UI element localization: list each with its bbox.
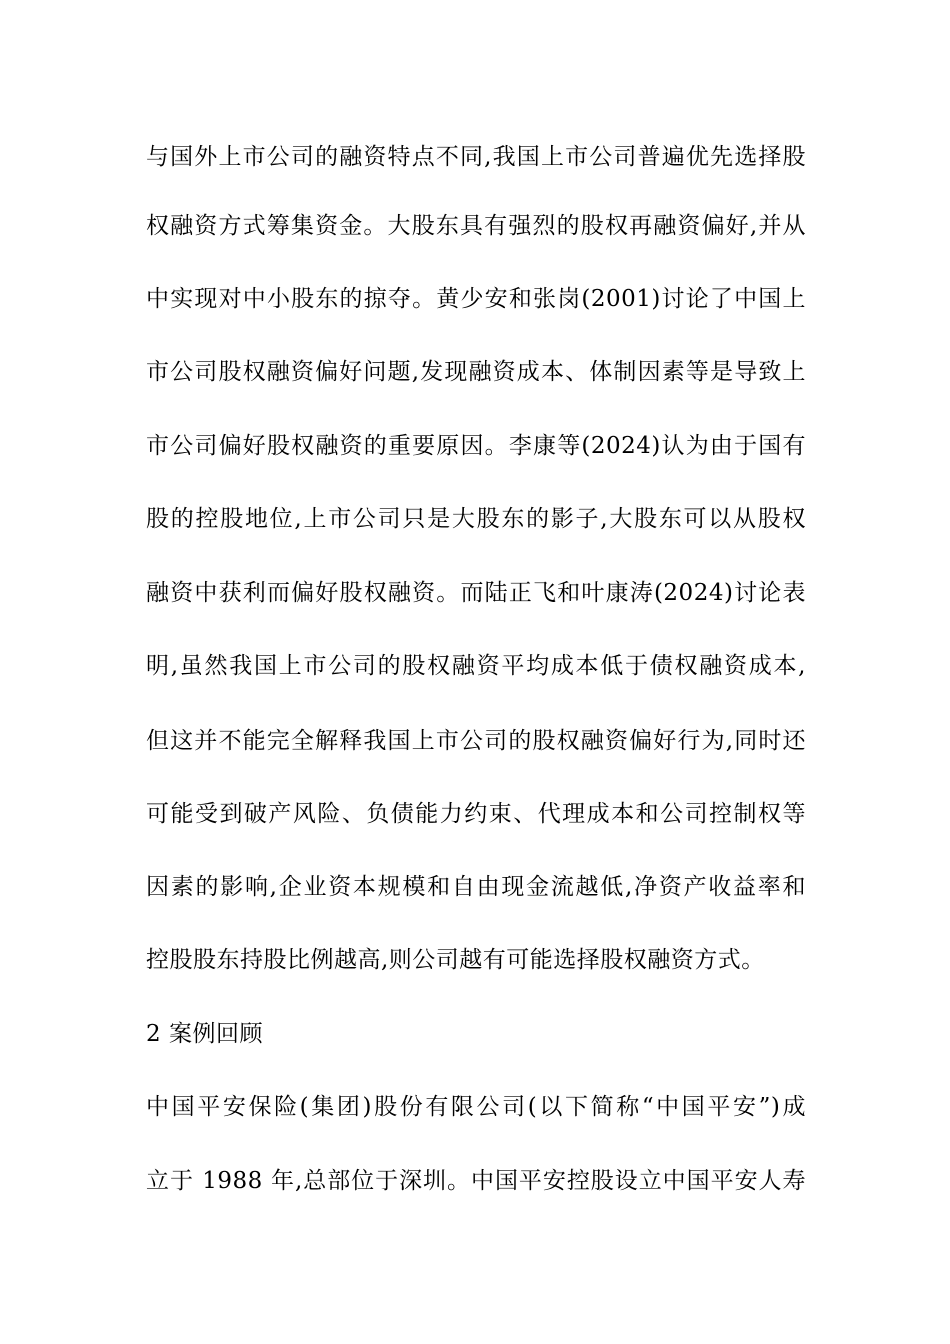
paragraph-line: 因素的影响,企业资本规模和自由现金流越低,净资产收益率和 — [146, 874, 806, 900]
paragraph-line: 明,虽然我国上市公司的股权融资平均成本低于债权融资成本, — [146, 653, 806, 679]
paragraph-line: 与国外上市公司的融资特点不同,我国上市公司普遍优先选择股 — [146, 144, 806, 170]
paragraph-line: 但这并不能完全解释我国上市公司的股权融资偏好行为,同时还 — [146, 728, 806, 754]
paragraph-line: 中国平安保险(集团)股份有限公司(以下简称“中国平安”)成 — [146, 1094, 806, 1120]
paragraph-line: 立于 1988 年,总部位于深圳。中国平安控股设立中国平安人寿 — [146, 1168, 806, 1194]
paragraph-line: 市公司股权融资偏好问题,发现融资成本、体制因素等是导致上 — [146, 359, 806, 385]
paragraph-line: 融资中获利而偏好股权融资。而陆正飞和叶康涛(2024)讨论表 — [146, 580, 806, 606]
paragraph-line: 控股股东持股比例越高,则公司越有可能选择股权融资方式。 — [146, 947, 765, 973]
section-heading: 2 案例回顾 — [146, 1021, 263, 1047]
paragraph-line: 市公司偏好股权融资的重要原因。李康等(2024)认为由于国有 — [146, 433, 806, 459]
paragraph-line: 权融资方式筹集资金。大股东具有强烈的股权再融资偏好,并从 — [146, 213, 806, 239]
paragraph-line: 中实现对中小股东的掠夺。黄少安和张岗(2001)讨论了中国上 — [146, 286, 806, 312]
paragraph-line: 可能受到破产风险、负债能力约束、代理成本和公司控制权等 — [146, 801, 806, 827]
paragraph-line: 股的控股地位,上市公司只是大股东的影子,大股东可以从股权 — [146, 506, 806, 532]
